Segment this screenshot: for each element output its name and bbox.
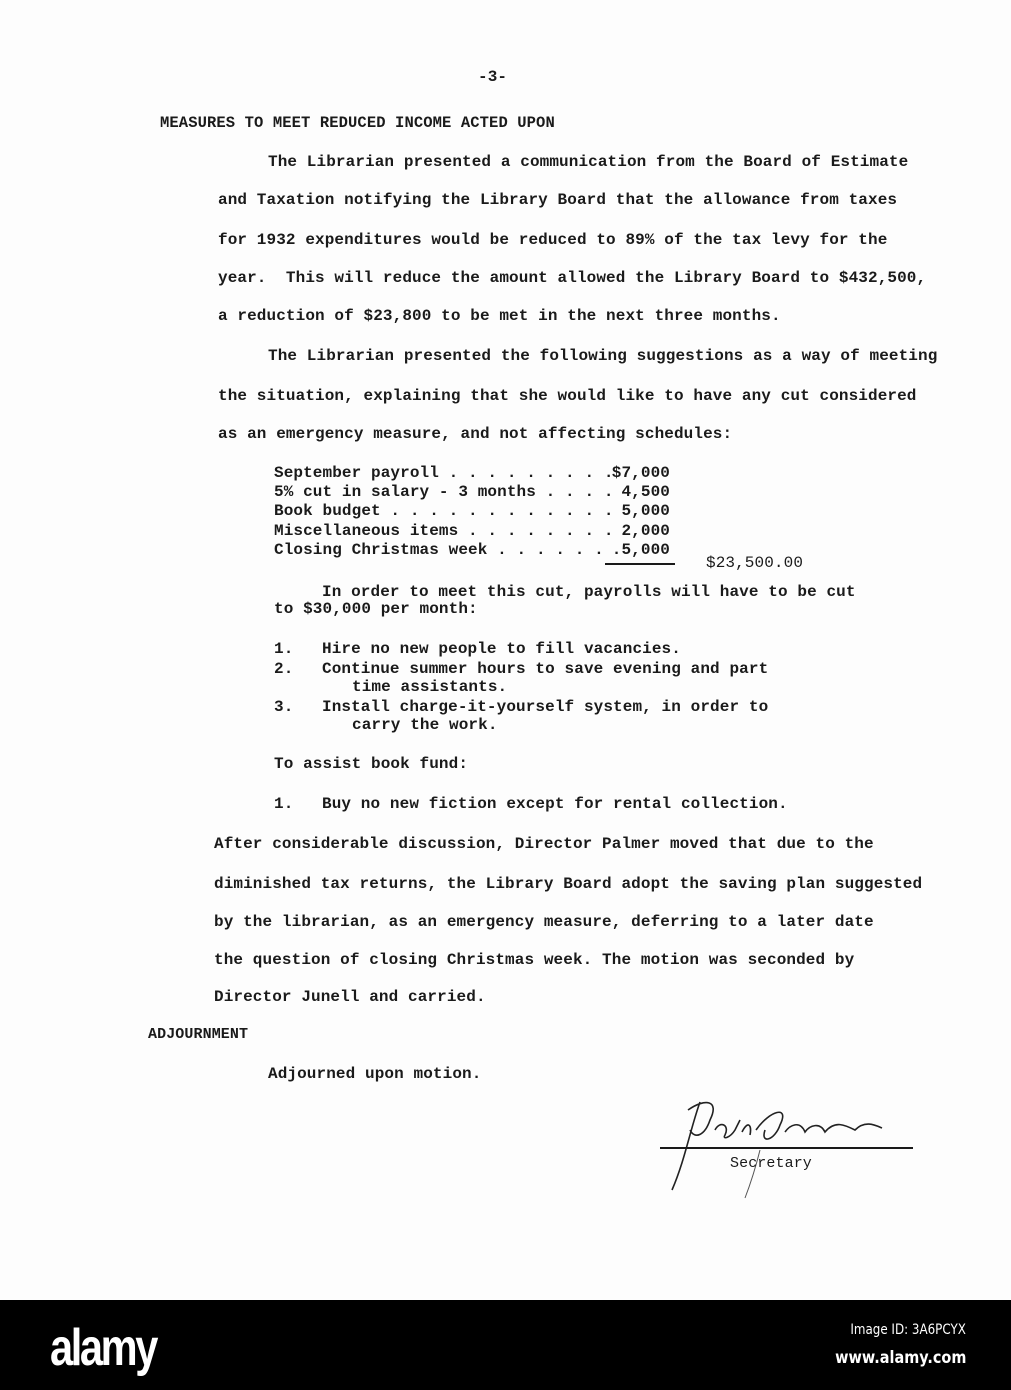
signature-line — [660, 1147, 913, 1149]
cuts-total: $23,500.00 — [706, 554, 804, 572]
cut-amount: 2,000 — [621, 522, 670, 540]
list-number: 1. — [274, 795, 294, 813]
cut-amount: .5,000 — [611, 541, 670, 559]
list-item: Buy no new fiction except for rental collection. — [322, 795, 788, 813]
adjournment-text: Adjourned upon motion. — [268, 1065, 482, 1083]
list-item-cont: time assistants. — [352, 678, 508, 696]
cut-amount: 4,500 — [621, 483, 670, 501]
list-item: Install charge-it-yourself system, in order to — [322, 698, 769, 716]
para1-line: and Taxation notifying the Library Board that the allowance from taxes — [218, 191, 898, 209]
para1-line: The Librarian presented a communication from the Board of Estimate — [268, 153, 909, 171]
para1-line: a reduction of $23,800 to be met in the next three months. — [218, 307, 781, 325]
image-id: Image ID: 3A6PCYX — [850, 1322, 966, 1338]
list-number: 2. — [274, 660, 294, 678]
payroll-note-line: to $30,000 per month: — [274, 600, 478, 618]
para3-line: the question of closing Christmas week. The motion was seconded by — [214, 951, 855, 969]
para1-line: for 1932 expenditures would be reduced to 89% of the tax levy for the — [218, 231, 888, 249]
list-item: Continue summer hours to save evening and part — [322, 660, 769, 678]
cut-amount: $7,000 — [611, 464, 670, 482]
list-number: 3. — [274, 698, 294, 716]
list-item-cont: carry the work. — [352, 716, 498, 734]
para2-line: as an emergency measure, and not affecting schedules: — [218, 425, 733, 443]
payroll-note-line: In order to meet this cut, payrolls will have to be cut — [322, 583, 856, 601]
para3-line: Director Junell and carried. — [214, 988, 486, 1006]
signature-image — [660, 1090, 920, 1200]
list-number: 1. — [274, 640, 294, 658]
signature-title: Secretary — [730, 1155, 812, 1172]
para3-line: After considerable discussion, Director Palmer moved that due to the — [214, 835, 874, 853]
cut-label: 5% cut in salary - 3 months . . . . — [274, 483, 614, 501]
para2-line: The Librarian presented the following suggestions as a way of meeting — [268, 347, 938, 365]
cut-label: September payroll . . . . . . . . . — [274, 464, 614, 482]
para3-line: diminished tax returns, the Library Board adopt the saving plan suggested — [214, 875, 923, 893]
page-number: -3- — [478, 68, 508, 86]
cut-label: Closing Christmas week . . . . . . — [274, 541, 604, 559]
para1-line: year. This will reduce the amount allowed the Library Board to $432,500, — [218, 269, 927, 287]
para3-line: by the librarian, as an emergency measure, deferring to a later date — [214, 913, 874, 931]
watermark-url: www.alamy.com — [834, 1348, 966, 1368]
para2-line: the situation, explaining that she would like to have any cut considered — [218, 387, 917, 405]
section-heading: MEASURES TO MEET REDUCED INCOME ACTED UPON — [160, 114, 555, 132]
book-fund-heading: To assist book fund: — [274, 755, 469, 773]
cut-label: Book budget . . . . . . . . . . . . — [274, 502, 614, 520]
alamy-logo: alamy — [50, 1319, 156, 1377]
cut-amount: 5,000 — [621, 502, 670, 520]
watermark-bar — [0, 1300, 1011, 1390]
cut-label: Miscellaneous items . . . . . . . . — [274, 522, 614, 540]
list-item: Hire no new people to fill vacancies. — [322, 640, 681, 658]
sum-underline — [605, 563, 675, 565]
adjournment-heading: ADJOURNMENT — [148, 1026, 249, 1043]
